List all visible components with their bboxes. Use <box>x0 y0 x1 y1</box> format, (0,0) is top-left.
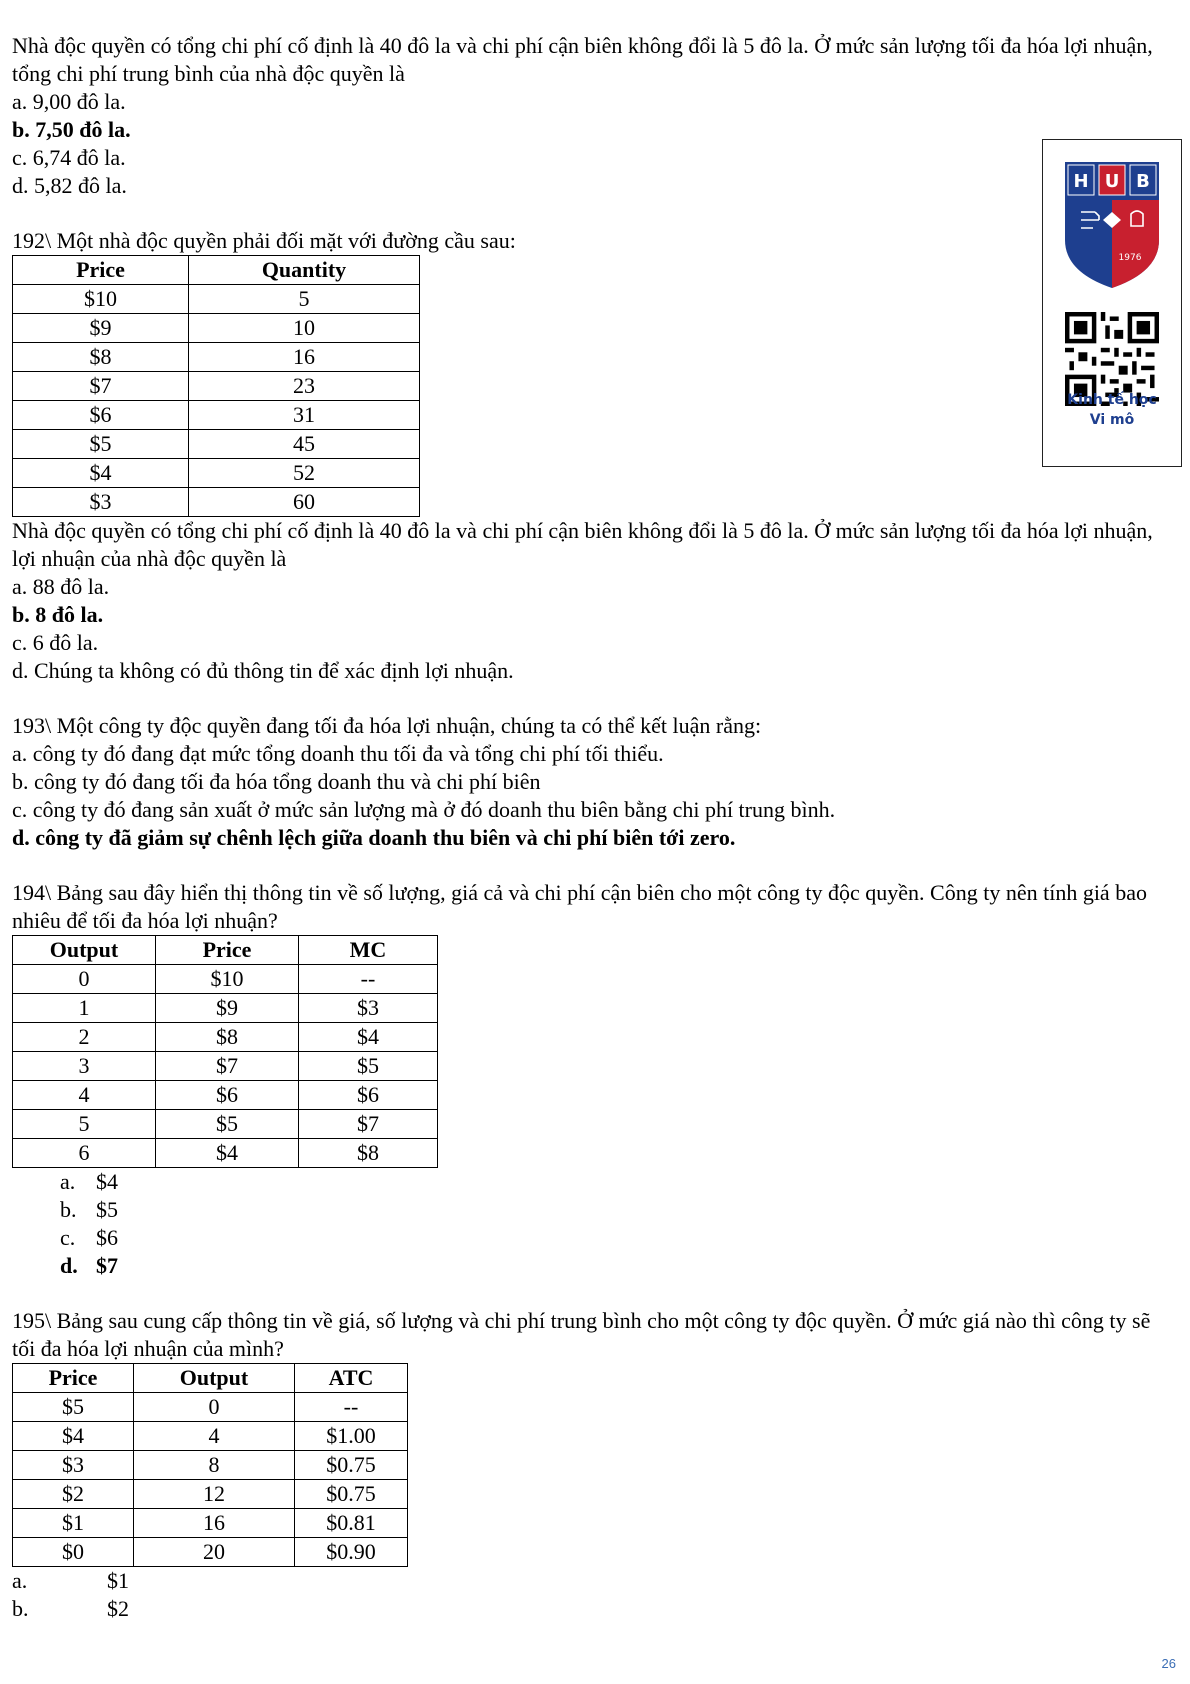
table-cell: $7 <box>156 1052 299 1081</box>
table-cell: 52 <box>189 459 420 488</box>
table-cell: $3 <box>13 1451 134 1480</box>
q195-header-atc: ATC <box>295 1364 408 1393</box>
q194-option-d <box>60 1252 1178 1280</box>
q195-option-b <box>12 1595 1178 1623</box>
logo-letter-u: U <box>1104 171 1120 192</box>
table-cell: 8 <box>134 1451 295 1480</box>
table-cell: 1 <box>13 994 156 1023</box>
table-cell: $3 <box>299 994 438 1023</box>
table-row <box>13 1139 438 1168</box>
option-value: $6 <box>96 1225 118 1250</box>
q191-option-c: c. 6,74 đô la. <box>12 145 126 170</box>
table-cell: 20 <box>134 1538 295 1567</box>
table-cell: $6 <box>13 401 189 430</box>
q194-table <box>12 935 438 1168</box>
table-row <box>13 1081 438 1110</box>
table-row <box>13 459 420 488</box>
table-row <box>13 1509 408 1538</box>
q192-table <box>12 255 420 517</box>
table-row <box>13 314 420 343</box>
q191-stem: Nhà độc quyền có tổng chi phí cố định là 40 đô la và chi phí cận biên không đổi là 5 đô la. Ở mức sản lượng tối đa hóa lợi nhuận, tổng chi phí trung bình của nhà độc quyền là <box>12 33 1153 86</box>
table-cell: 45 <box>189 430 420 459</box>
page-number: 26 <box>1161 1656 1176 1671</box>
logo-letter-b: B <box>1136 171 1150 192</box>
table-row <box>13 285 420 314</box>
logo-year: 1976 <box>1118 253 1142 263</box>
q193-option-a: a. công ty đó đang đạt mức tổng doanh thu tối đa và tổng chi phí tối thiểu. <box>12 741 664 766</box>
hub-shield-logo <box>1043 140 1181 300</box>
table-cell: $4 <box>13 459 189 488</box>
table-cell: 6 <box>13 1139 156 1168</box>
q192-intro: 192\ Một nhà độc quyền phải đối mặt với đường cầu sau: <box>12 228 516 253</box>
table-row <box>13 994 438 1023</box>
q194-header-price: Price <box>156 936 299 965</box>
table-cell: $9 <box>13 314 189 343</box>
table-cell: $8 <box>156 1023 299 1052</box>
table-cell: $5 <box>299 1052 438 1081</box>
table-cell: $5 <box>13 1393 134 1422</box>
table-cell: 4 <box>13 1081 156 1110</box>
page-content <box>12 32 1178 1623</box>
q193-option-d: d. công ty đã giảm sự chênh lệch giữa doanh thu biên và chi phí biên tới zero. <box>12 825 736 850</box>
option-value: $5 <box>96 1197 118 1222</box>
q192-option-d: d. Chúng ta không có đủ thông tin để xác định lợi nhuận. <box>12 658 514 683</box>
table-row <box>13 343 420 372</box>
table-cell: 5 <box>189 285 420 314</box>
table-cell: 60 <box>189 488 420 517</box>
logo-letter-h: H <box>1073 171 1089 192</box>
logo-caption-line2: Vi mô <box>1089 412 1135 428</box>
q195-header-price: Price <box>13 1364 134 1393</box>
table-cell: -- <box>299 965 438 994</box>
q195-table <box>12 1363 408 1567</box>
option-letter: d. <box>60 1253 78 1278</box>
option-letter: a. <box>12 1568 28 1593</box>
table-cell: $0.75 <box>295 1480 408 1509</box>
option-letter: c. <box>60 1225 76 1250</box>
q192-header-price: Price <box>13 256 189 285</box>
q192-option-b: b. 8 đô la. <box>12 602 104 627</box>
table-row <box>13 1422 408 1451</box>
table-cell: 0 <box>13 965 156 994</box>
q194-stem: 194\ Bảng sau đây hiển thị thông tin về số lượng, giá cả và chi phí cận biên cho một công ty độc quyền. Công ty nên tính giá bao nhiêu để tối đa hóa lợi nhuận? <box>12 880 1147 933</box>
table-cell: $3 <box>13 488 189 517</box>
q193-option-c: c. công ty đó đang sản xuất ở mức sản lượng mà ở đó doanh thu biên bằng chi phí trung bình. <box>12 797 836 822</box>
table-cell: $4 <box>156 1139 299 1168</box>
option-value: $4 <box>96 1169 118 1194</box>
option-value: $7 <box>96 1253 118 1278</box>
q192-stem: Nhà độc quyền có tổng chi phí cố định là 40 đô la và chi phí cận biên không đổi là 5 đô la. Ở mức sản lượng tối đa hóa lợi nhuận, lợi nhuận của nhà độc quyền là <box>12 518 1153 571</box>
table-row <box>13 1052 438 1081</box>
option-value: $2 <box>107 1596 129 1621</box>
table-cell: $4 <box>13 1422 134 1451</box>
table-cell: $5 <box>13 430 189 459</box>
option-letter: b. <box>60 1197 77 1222</box>
table-cell: $4 <box>299 1023 438 1052</box>
table-cell: $0.81 <box>295 1509 408 1538</box>
table-cell: $8 <box>13 343 189 372</box>
table-cell: $7 <box>13 372 189 401</box>
option-letter: a. <box>60 1169 76 1194</box>
table-cell: $6 <box>156 1081 299 1110</box>
q191-option-b: b. 7,50 đô la. <box>12 117 131 142</box>
table-cell: 3 <box>13 1052 156 1081</box>
table-cell: 5 <box>13 1110 156 1139</box>
q193-stem: 193\ Một công ty độc quyền đang tối đa hóa lợi nhuận, chúng ta có thể kết luận rằng: <box>12 713 762 738</box>
table-cell: $0 <box>13 1538 134 1567</box>
table-row <box>13 372 420 401</box>
table-cell: $0.90 <box>295 1538 408 1567</box>
table-cell: $10 <box>13 285 189 314</box>
table-cell: 16 <box>134 1509 295 1538</box>
q194-header-output: Output <box>13 936 156 965</box>
q191-option-d: d. 5,82 đô la. <box>12 173 127 198</box>
q192-option-a: a. 88 đô la. <box>12 574 110 599</box>
table-cell: 0 <box>134 1393 295 1422</box>
table-cell: 10 <box>189 314 420 343</box>
hub-logo-card <box>1042 139 1182 467</box>
logo-caption-line1: Kinh tế học <box>1067 392 1157 408</box>
table-row <box>13 1538 408 1567</box>
table-row <box>13 965 438 994</box>
table-cell: $0.75 <box>295 1451 408 1480</box>
table-cell: -- <box>295 1393 408 1422</box>
q195-header-output: Output <box>134 1364 295 1393</box>
q191-option-a: a. 9,00 đô la. <box>12 89 126 114</box>
table-cell: $8 <box>299 1139 438 1168</box>
table-cell: $10 <box>156 965 299 994</box>
q192-option-c: c. 6 đô la. <box>12 630 99 655</box>
table-cell: 23 <box>189 372 420 401</box>
table-cell: 2 <box>13 1023 156 1052</box>
table-cell: 16 <box>189 343 420 372</box>
q195-stem: 195\ Bảng sau cung cấp thông tin về giá, số lượng và chi phí trung bình cho một công ty độc quyền. Ở mức giá nào thì công ty sẽ tối đa hóa lợi nhuận của mình? <box>12 1308 1151 1361</box>
table-row <box>13 1110 438 1139</box>
q195-option-a <box>12 1567 1178 1595</box>
option-value: $1 <box>107 1568 129 1593</box>
q192-header-quantity: Quantity <box>189 256 420 285</box>
table-row <box>13 401 420 430</box>
q194-option-c <box>60 1224 1178 1252</box>
table-cell: 31 <box>189 401 420 430</box>
table-row <box>13 1480 408 1509</box>
table-cell: $9 <box>156 994 299 1023</box>
table-row <box>13 430 420 459</box>
table-cell: $5 <box>156 1110 299 1139</box>
table-cell: $7 <box>299 1110 438 1139</box>
q193-option-b: b. công ty đó đang tối đa hóa tổng doanh thu và chi phí biên <box>12 769 541 794</box>
table-cell: $1 <box>13 1509 134 1538</box>
table-cell: 12 <box>134 1480 295 1509</box>
q194-option-b <box>60 1196 1178 1224</box>
table-row <box>13 1451 408 1480</box>
option-letter: b. <box>12 1596 29 1621</box>
table-cell: $2 <box>13 1480 134 1509</box>
q194-option-a <box>60 1168 1178 1196</box>
table-row <box>13 1393 408 1422</box>
table-row <box>13 488 420 517</box>
table-cell: $1.00 <box>295 1422 408 1451</box>
table-row <box>13 1023 438 1052</box>
table-cell: 4 <box>134 1422 295 1451</box>
q194-header-mc: MC <box>299 936 438 965</box>
table-cell: $6 <box>299 1081 438 1110</box>
